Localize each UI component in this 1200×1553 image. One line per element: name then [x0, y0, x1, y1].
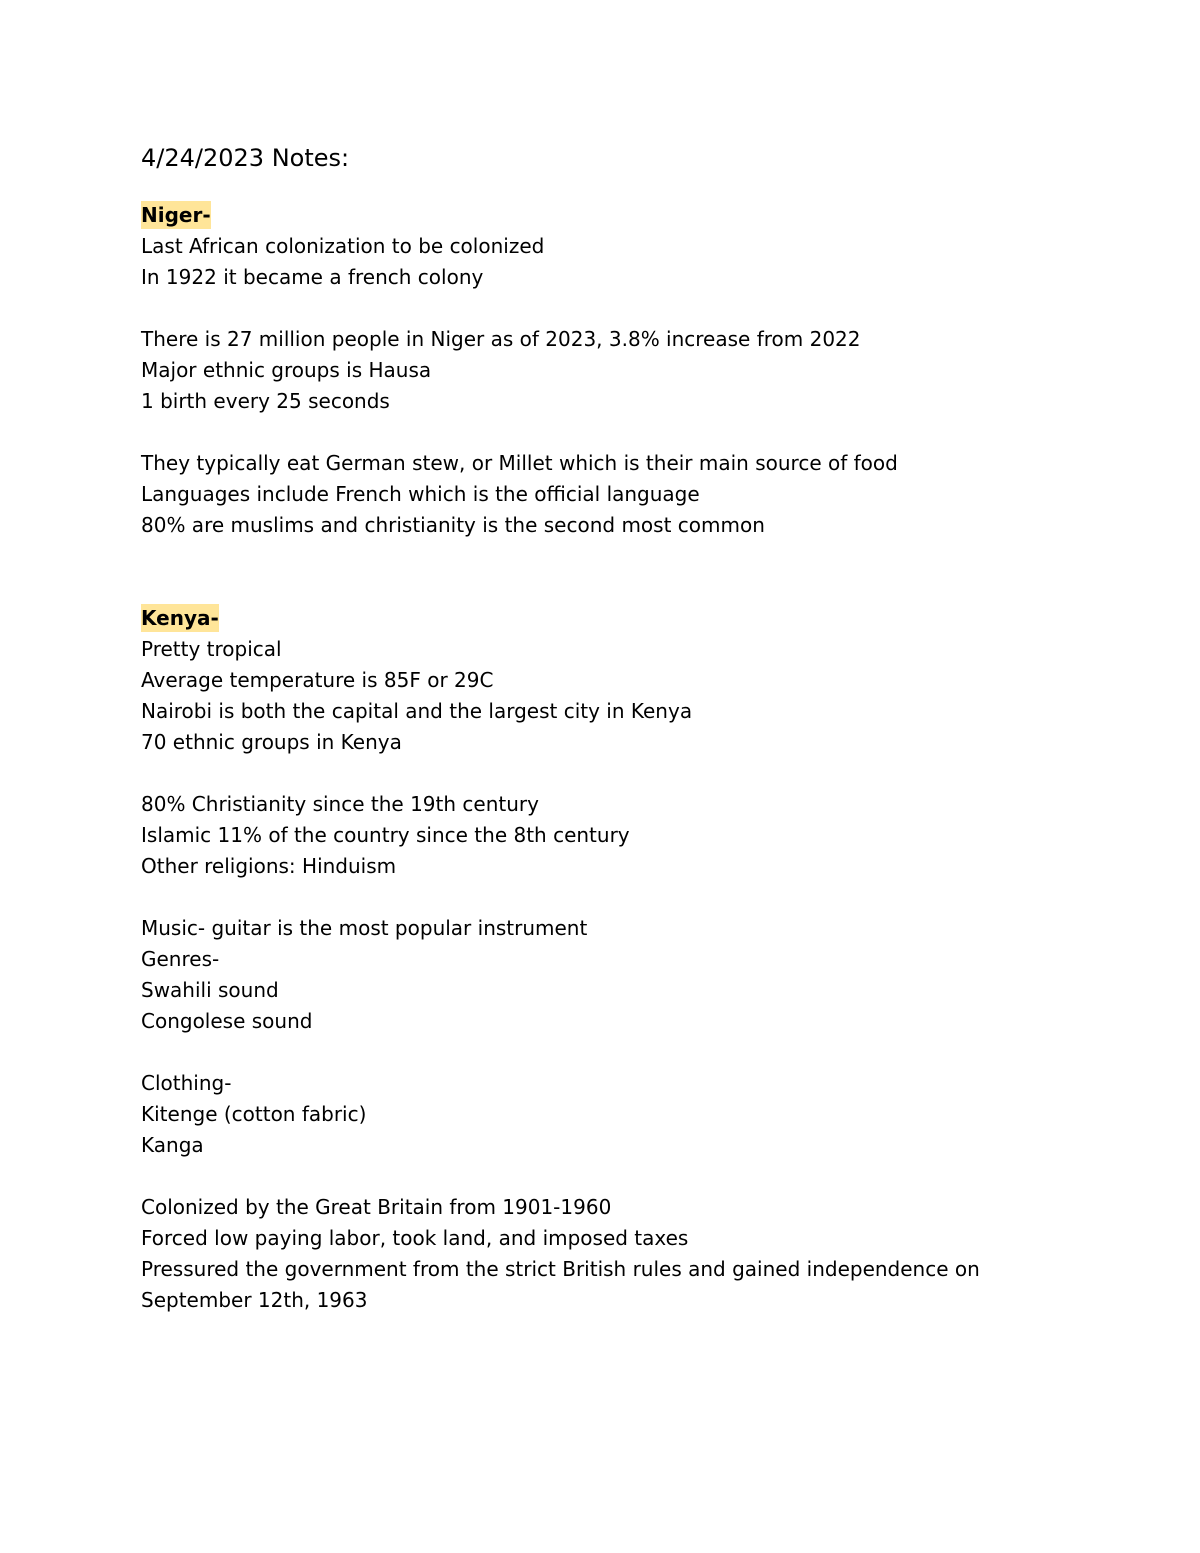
note-line: Congolese sound [141, 1009, 313, 1033]
note-line: 1 birth every 25 seconds [141, 389, 390, 413]
page-title: 4/24/2023 Notes: [141, 144, 350, 172]
blank-line [141, 758, 1041, 789]
note-line: 80% are muslims and christianity is the second most common [141, 513, 765, 537]
section-spacer [141, 541, 1041, 603]
kenya-heading-line [141, 603, 1041, 634]
note-line: Music- guitar is the most popular instrument [141, 916, 588, 940]
blank-line [141, 293, 1041, 324]
note-line: Major ethnic groups is Hausa [141, 358, 432, 382]
note-line: Last African colonization to be colonized [141, 234, 545, 258]
note-line: Nairobi is both the capital and the largest city in Kenya [141, 699, 693, 723]
note-line: They typically eat German stew, or Millet which is their main source of food [141, 451, 898, 475]
kenya-heading: Kenya- [141, 606, 219, 630]
note-line: 80% Christianity since the 19th century [141, 792, 539, 816]
blank-line [141, 882, 1041, 913]
note-line: Other religions: Hinduism [141, 854, 397, 878]
note-line: Colonized by the Great Britain from 1901-1960 [141, 1195, 612, 1219]
note-line: 70 ethnic groups in Kenya [141, 730, 402, 754]
note-line: Languages include French which is the official language [141, 482, 700, 506]
note-line: In 1922 it became a french colony [141, 265, 484, 289]
note-line: Genres- [141, 947, 220, 971]
note-line: Islamic 11% of the country since the 8th century [141, 823, 630, 847]
note-line: There is 27 million people in Niger as of 2023, 3.8% increase from 2022 [141, 327, 861, 351]
note-line: Forced low paying labor, took land, and imposed taxes [141, 1226, 689, 1250]
niger-section [141, 200, 1041, 541]
note-line: Average temperature is 85F or 29C [141, 668, 494, 692]
niger-heading: Niger- [141, 203, 211, 227]
kenya-section [141, 603, 1041, 1316]
note-line: Clothing- [141, 1071, 232, 1095]
note-line: Pretty tropical [141, 637, 282, 661]
document-page [141, 143, 1041, 1316]
blank-line [141, 1161, 1041, 1192]
niger-heading-line [141, 200, 1041, 231]
blank-line [141, 1037, 1041, 1068]
note-line: Kitenge (cotton fabric) [141, 1102, 367, 1126]
note-line: Swahili sound [141, 978, 279, 1002]
note-line: Kanga [141, 1133, 204, 1157]
blank-line [141, 417, 1041, 448]
note-line-wrapped: Pressured the government from the strict British rules and gained independence on September 12th, 1963 [141, 1257, 980, 1312]
